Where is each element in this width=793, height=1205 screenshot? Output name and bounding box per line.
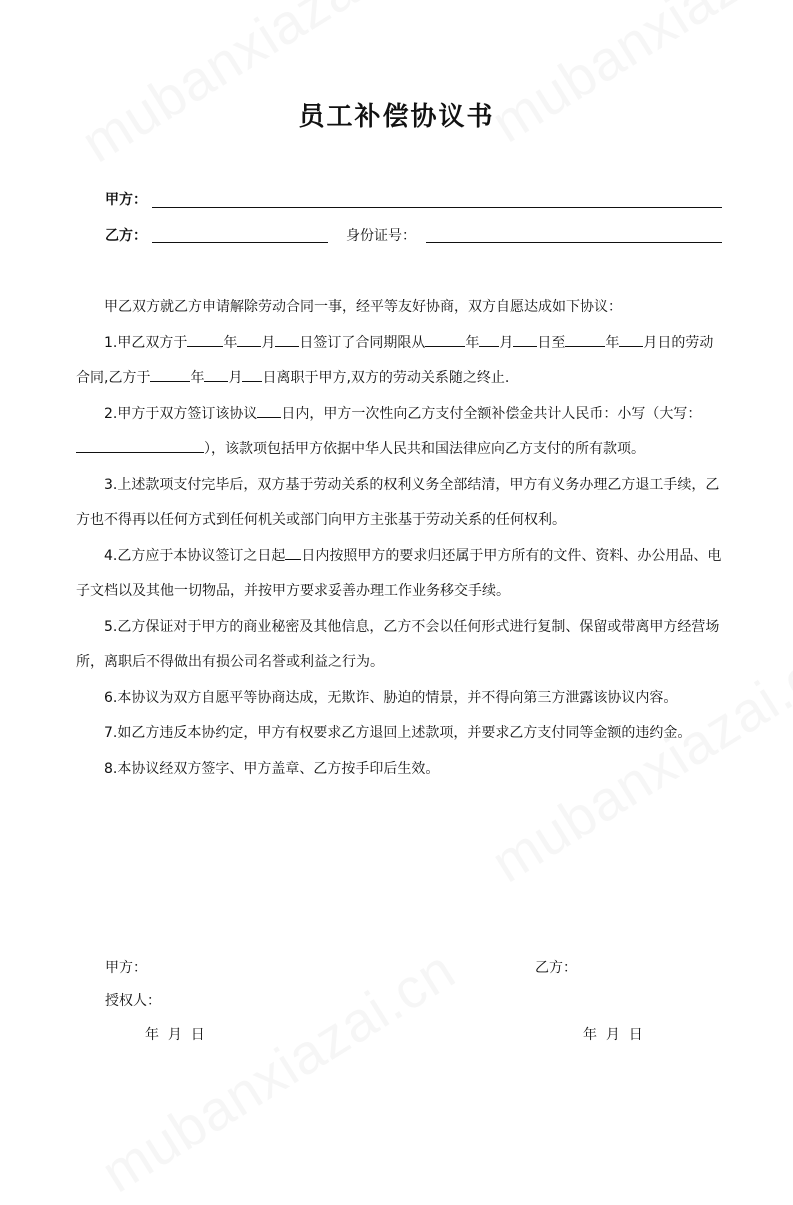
signature-date-a: 年 月 日	[145, 1027, 205, 1043]
party-a-field[interactable]	[152, 207, 722, 208]
clause-7: 7.如乙方违反本协约定，甲方有权要求乙方退回上述款项，并要求乙方支付同等金额的违约金。	[104, 725, 692, 741]
clause-3: 3.上述款项支付完毕后，双方基于劳动关系的权利义务全部结清，甲方有义务办理乙方退工手续，乙方也不得再以任何方式到任何机关或部门向甲方主张基于劳动关系的任何权利。	[76, 476, 720, 528]
watermark	[70, 0, 446, 175]
blank-leave-month[interactable]	[204, 366, 228, 382]
blank-end-month[interactable]	[619, 331, 643, 347]
clause-4: 4.乙方应于本协议签订之日起 日内按照甲方的要求归还属于甲方所有的文件、资料、办公用品、电子文档以及其他一切物品，并按甲方要求妥善办理工作业务移交手续。	[76, 539, 726, 610]
clause-6: 6.本协议为双方自愿平等协商达成，无欺诈、胁迫的情景，并不得向第三方泄露该协议内容。	[104, 689, 678, 706]
blank-sign-year[interactable]	[187, 331, 223, 347]
party-b-field[interactable]	[152, 242, 328, 243]
blank-start-day[interactable]	[513, 331, 537, 347]
signature-party-b: 乙方：	[535, 960, 577, 976]
id-number-label: 身份证号：	[346, 228, 416, 244]
page-title: 员工补偿协议书	[298, 102, 495, 132]
id-number-field[interactable]	[426, 242, 722, 243]
blank-leave-day[interactable]	[242, 366, 262, 382]
blank-amount-uppercase[interactable]	[76, 437, 204, 453]
clause-1: 1.甲乙双方于 年 月 日签订了合同期限从 年 月 日至 年 月日的劳动合同,乙方于 年 月 日离职于甲方,双方的劳动关系随之终止.	[76, 326, 726, 397]
signature-authorized: 授权人：	[105, 993, 161, 1009]
blank-start-year[interactable]	[425, 331, 465, 347]
signature-party-a: 甲方：	[105, 960, 147, 976]
blank-payment-days[interactable]	[257, 402, 281, 418]
blank-sign-month[interactable]	[237, 331, 261, 347]
blank-return-days[interactable]	[285, 544, 301, 560]
blank-start-month[interactable]	[479, 331, 499, 347]
clause-5: 5.乙方保证对于甲方的商业秘密及其他信息，乙方不会以任何形式进行复制、保留或带离甲方经营场所，离职后不得做出有损公司名誉或利益之行为。	[76, 618, 720, 670]
intro-paragraph: 甲乙双方就乙方申请解除劳动合同一事，经平等友好协商，双方自愿达成如下协议：	[104, 299, 622, 315]
clause-2: 2.甲方于双方签订该协议 日内，甲方一次性向乙方支付全额补偿金共计人民币：小写（大写：），该款项包括甲方依据中华人民共和国法律应向乙方支付的所有款项。	[76, 397, 726, 468]
signature-date-b: 年 月 日	[583, 1027, 643, 1043]
blank-leave-year[interactable]	[150, 366, 190, 382]
blank-sign-day[interactable]	[275, 331, 299, 347]
party-b-field-label: 乙方：	[105, 228, 147, 244]
clause-8: 8.本协议经双方签字、甲方盖章、乙方按手印后生效。	[104, 760, 440, 777]
agreement-body	[76, 290, 726, 787]
party-a-field-label: 甲方：	[105, 192, 147, 208]
blank-end-year[interactable]	[565, 331, 605, 347]
